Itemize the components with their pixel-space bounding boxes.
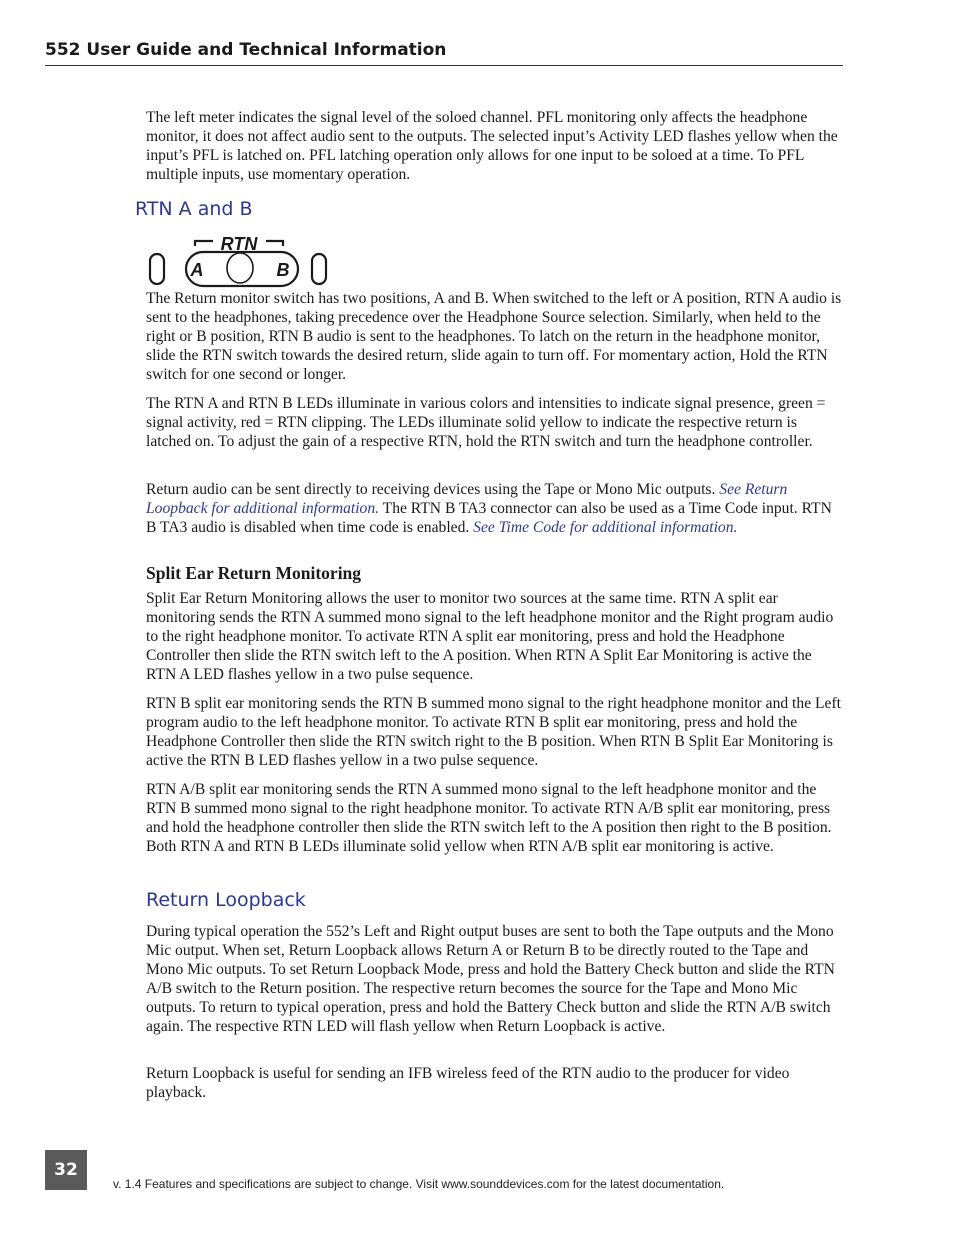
intro-paragraph: The left meter indicates the signal level of the soloed channel. PFL monitoring only affects the headphone monitor, it does not affect audio sent to the outputs. The selected input’s Activity LED flashes yellow when the input’s PFL is latched on. PFL latching operation only allows for one input to be soloed at a time. To PFL multiple inputs, use momentary operation. (146, 109, 838, 183)
rtn-switch-figure (146, 230, 336, 288)
header-divider (45, 65, 843, 66)
loopback-paragraph-1: During typical operation the 552’s Left and Right output buses are sent to both the Tape outputs and the Mono Mic output. When set, Return Loopback allows Return A or Return B to be directly routed to the Tape and Mono Mic outputs. To set Return Loopback Mode, press and hold the Battery Check button and slide the RTN A/B switch to the Return position. The respective return becomes the source for the Tape and Mono Mic outputs. To return to typical operation, press and hold the Battery Check button and slide the RTN A/B switch again. The respective RTN LED will flash yellow when Return Loopback is active. (146, 923, 835, 1035)
rtn-label: RTN (220, 234, 258, 254)
position-b-label: B (276, 260, 290, 280)
rtn-switch-icon (146, 230, 336, 288)
rtn-a-led-icon (150, 254, 164, 284)
rtn-paragraph-1: The Return monitor switch has two positions, A and B. When switched to the left or A position, RTN A audio is sent to the headphones, taking precedence over the Headphone Source selection. Similarly, when held to the right or B position, RTN B audio is sent to the headphones. To latch on the return in the headphone monitor, slide the RTN switch towards the desired return, slide again to turn off. For momentary action, Hold the RTN switch for one second or longer. (146, 290, 842, 383)
time-code-link[interactable]: See Time Code for additional information. (473, 518, 738, 536)
return-loopback-link[interactable]: See Return Loopback for additional information. (146, 481, 788, 517)
split-ear-paragraph-2: RTN B split ear monitoring sends the RTN B summed mono signal to the right headphone monitor and the Left program audio to the left headphone monitor. To activate RTN B split ear monitoring, press and hold the Headphone Controller then slide the RTN switch right to the B position. When RTN B Split Ear Monitoring is active the RTN B LED flashes yellow in a two pulse sequence. (146, 695, 841, 769)
footer-note: v. 1.4 Features and specifications are subject to change. Visit www.sounddevices.com for the latest documentation. (113, 1177, 725, 1191)
bracket-right-icon (266, 241, 283, 246)
return-loopback-heading: Return Loopback (146, 889, 306, 911)
split-ear-paragraph-1: Split Ear Return Monitoring allows the user to monitor two sources at the same time. RTN A split ear monitoring sends the RTN A summed mono signal to the left headphone monitor and the Right program audio to the right headphone monitor. To activate RTN A split ear monitoring, press and hold the Headphone Controller then slide the RTN switch left to the A position. When RTN A Split Ear Monitoring is active the RTN A LED flashes yellow in a two pulse sequence. (146, 590, 834, 683)
header-title: 552 User Guide and Technical Information (45, 40, 447, 60)
rtn-b-led-icon (312, 254, 326, 284)
split-ear-paragraph-3: RTN A/B split ear monitoring sends the RTN A summed mono signal to the left headphone monitor and the RTN B summed mono signal to the right headphone monitor. To activate RTN A/B split ear monitoring, press and hold the headphone controller then slide the RTN switch left to the A position then right to the B position. Both RTN A and RTN B LEDs illuminate solid yellow when RTN A/B split ear monitoring is active. (146, 781, 832, 855)
rtn-paragraph-2: The RTN A and RTN B LEDs illuminate in various colors and intensities to indicate signal presence, green = signal activity, red = RTN clipping. The LEDs illuminate solid yellow to indicate the respective return is latched on. To adjust the gain of a respective RTN, hold the RTN switch and turn the headphone controller. (146, 395, 826, 450)
rtn-p3-text-b: The RTN B TA3 connector can also be used as a Time Code input. RTN B TA3 audio is disabled when time code is enabled. (146, 499, 832, 536)
split-ear-heading: Split Ear Return Monitoring (146, 563, 362, 583)
bracket-left-icon (195, 241, 213, 246)
rtn-p3-text-a: Return audio can be sent directly to receiving devices using the Tape or Mono Mic outputs. (146, 481, 720, 498)
page-number: 32 (45, 1150, 87, 1190)
rtn-heading: RTN A and B (135, 198, 253, 220)
position-a-label: A (190, 260, 204, 280)
loopback-paragraph-2: Return Loopback is useful for sending an IFB wireless feed of the RTN audio to the producer for video playback. (146, 1065, 790, 1101)
rtn-paragraph-3 (146, 481, 843, 538)
switch-knob-icon (227, 253, 253, 283)
